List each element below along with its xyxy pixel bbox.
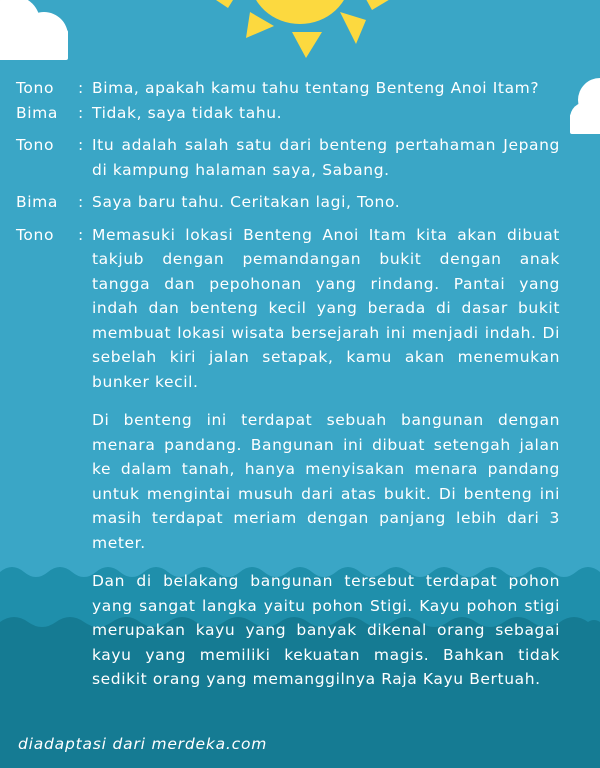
speaker-name: Tono xyxy=(16,136,55,154)
speaker-name: Tono xyxy=(16,79,55,97)
dialogue-line xyxy=(0,190,600,215)
dialogue-line xyxy=(0,76,600,101)
speaker-colon: : xyxy=(78,225,84,244)
speaker-name: Bima xyxy=(16,193,58,211)
speaker-name: Bima xyxy=(16,103,58,122)
story-paragraph: Dan di belakang bangunan tersebut terdapat pohon yang sangat langka yaitu pohon Stigi. Kayu pohon stigi merupakan kayu yang banyak dikenal orang sebagai kayu yang memiliki kekuatan magis. Bahkan tidak sedikit orang yang memanggilnya Raja Kayu Bertuah. xyxy=(92,572,560,688)
speaker-colon: : xyxy=(78,79,84,97)
source-credit: diadaptasi dari merdeka.com xyxy=(18,735,268,753)
dialogue-line xyxy=(0,101,600,126)
speaker-colon: : xyxy=(78,193,84,211)
dialogue-line xyxy=(0,133,600,182)
dialogue-text: Itu adalah salah satu dari benteng pertahaman Jepang di kampung halaman saya, Sabang. xyxy=(92,136,560,179)
story-paragraph: Di benteng ini terdapat sebuah bangunan dengan menara pandang. Bangunan ini dibuat setengah jalan ke dalam tanah, hanya menyisakan menara pandang untuk mengintai musuh dari atas bukit. Di benteng ini masih terdapat meriam dengan panjang lebih dari 3 meter. xyxy=(92,411,560,552)
dialogue-section xyxy=(0,76,600,692)
speaker-colon: : xyxy=(78,136,84,154)
dialogue-text: Bima, apakah kamu tahu tentang Benteng Anoi Itam? xyxy=(92,79,540,97)
dialogue-text: Memasuki lokasi Benteng Anoi Itam kita akan dibuat takjub dengan pemandangan bukit dengan anak tangga dan pepohonan yang rindang. Pantai yang indah dan benteng kecil yang berada di dasar bukit membuat lokasi wisata bersejarah ini menjadi indah. Di sebelah kiri jalan setapak, kamu akan menemukan bunker kecil. xyxy=(92,225,560,391)
dialogue-text: Saya baru tahu. Ceritakan lagi, Tono. xyxy=(92,193,401,211)
speaker-colon: : xyxy=(78,103,84,122)
dialogue-line xyxy=(0,223,600,395)
speaker-name: Tono xyxy=(16,225,55,244)
dialogue-text: Tidak, saya tidak tahu. xyxy=(92,103,283,122)
